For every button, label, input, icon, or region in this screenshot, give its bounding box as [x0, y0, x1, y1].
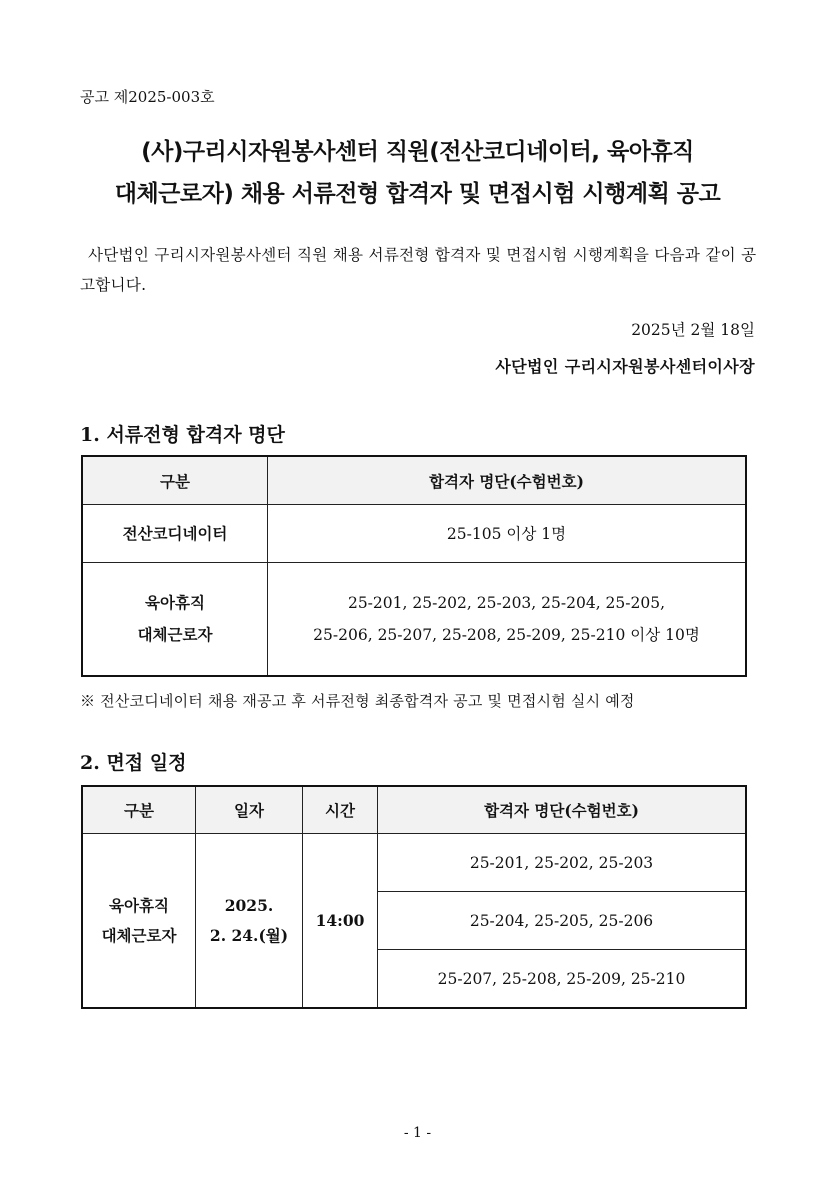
interview-schedule-table: [81, 785, 747, 1009]
table-row: [82, 505, 746, 563]
table-header-row: [82, 786, 746, 834]
passers-list-line2: 25-206, 25-207, 25-208, 25-209, 25-210 이상 10명: [313, 626, 700, 644]
schedule-time: 14:00: [303, 834, 378, 1009]
header-passers: 합격자 명단(수험번호): [378, 786, 747, 834]
page-title-line2: 대체근로자) 채용 서류전형 합격자 및 면접시험 시행계획 공고: [114, 181, 721, 207]
section2-heading: 2. 면접 일정: [80, 752, 187, 774]
date-line1: 2025.: [224, 895, 274, 915]
issuer-name: 사단법인 구리시자원봉사센터이사장: [495, 357, 755, 376]
header-time: 시간: [303, 786, 378, 834]
row-passers: [268, 505, 747, 563]
row-category: [82, 563, 268, 677]
table-row: [82, 834, 746, 892]
passers-list: 25-105 이상 1명: [446, 524, 567, 543]
row-passers: [268, 563, 747, 677]
category-label-line2: 대체근로자: [137, 625, 213, 644]
header-category: 구분: [82, 456, 268, 505]
header-passers: 합격자 명단(수험번호): [268, 456, 747, 505]
notice-date: 2025년 2월 18일: [631, 321, 755, 339]
notice-number: 공고 제2025-003호: [80, 88, 215, 106]
header-category: 구분: [82, 786, 196, 834]
footnote: ※ 전산코디네이터 채용 재공고 후 서류전형 최종합격자 공고 및 면접시험 실시 예정: [80, 692, 635, 710]
passers-list-line1: 25-201, 25-202, 25-203, 25-204, 25-205,: [347, 594, 666, 612]
schedule-category: [82, 834, 196, 1009]
header-date: 일자: [196, 786, 303, 834]
passers-table: [81, 455, 747, 677]
group-passers: 25-207, 25-208, 25-209, 25-210: [378, 950, 747, 1009]
page-number: - 1 -: [403, 1125, 432, 1141]
intro-paragraph: 사단법인 구리시자원봉사센터 직원 채용 서류전형 합격자 및 면접시험 시행계획을 다음과 같이 공고합니다.: [80, 246, 757, 294]
date-line2: 2. 24.(월): [209, 925, 289, 945]
group-passers: 25-204, 25-205, 25-206: [378, 892, 747, 950]
category-label: 전산코디네이터: [122, 523, 228, 543]
page-title-line1: (사)구리시자원봉사센터 직원(전산코디네이터, 육아휴직: [141, 139, 694, 165]
row-category: [82, 505, 268, 563]
category-label-line2: 대체근로자: [101, 925, 177, 945]
category-label: 육아휴직: [109, 895, 169, 915]
category-label: 육아휴직: [145, 593, 205, 612]
section1-heading: 1. 서류전형 합격자 명단: [80, 424, 285, 446]
table-row: [82, 563, 746, 677]
group-passers: 25-201, 25-202, 25-203: [378, 834, 747, 892]
schedule-date: [196, 834, 303, 1009]
table-header-row: [82, 456, 746, 505]
